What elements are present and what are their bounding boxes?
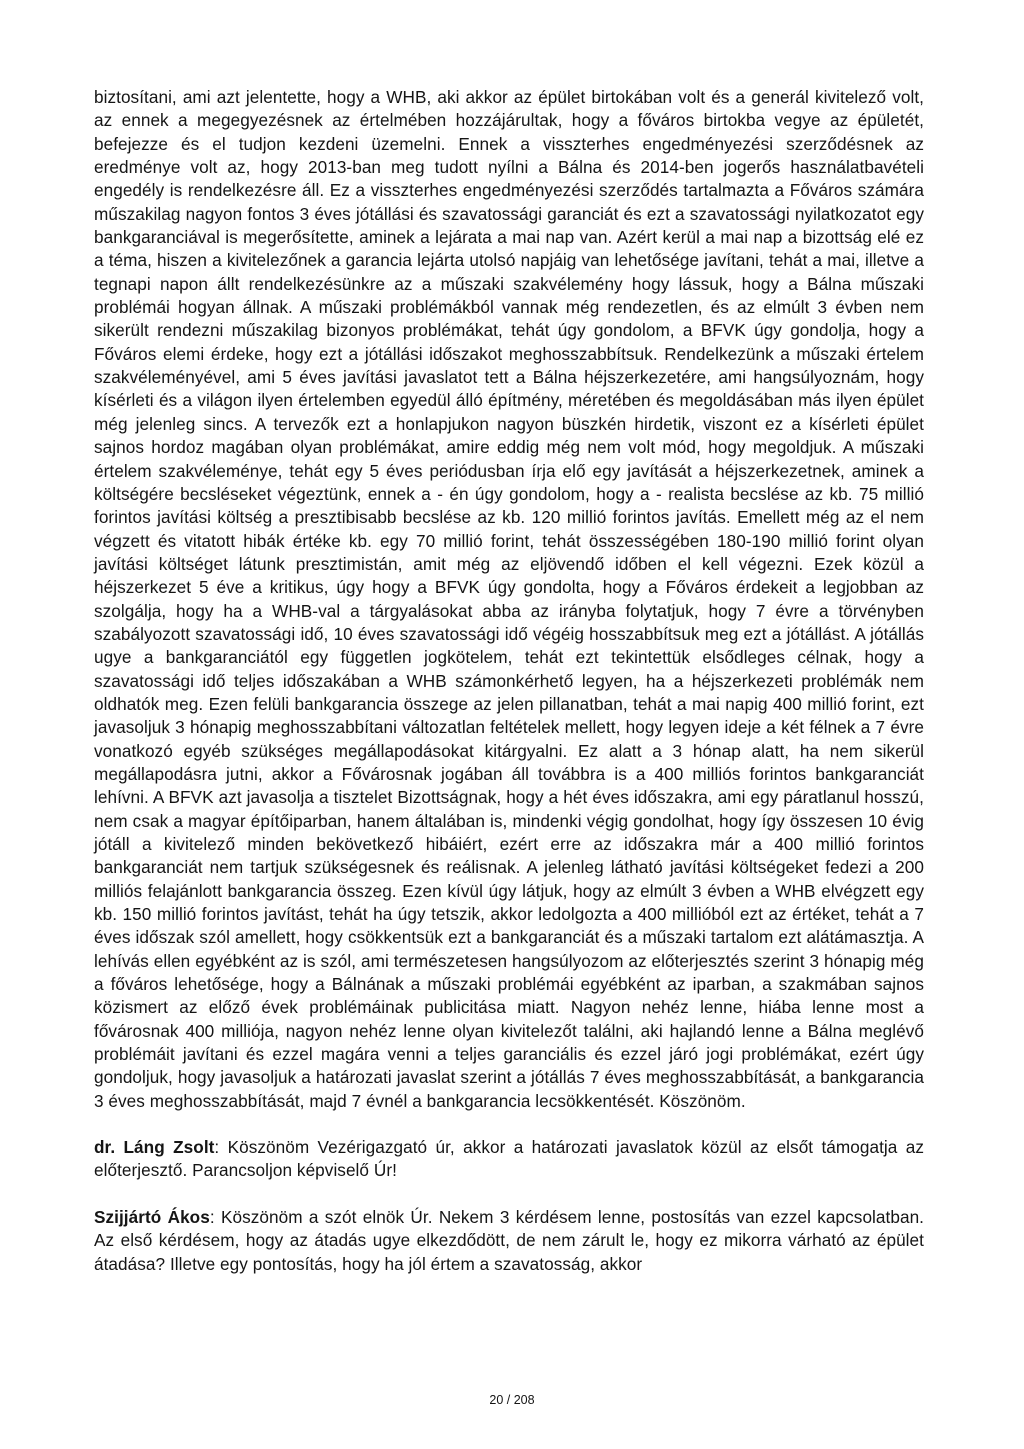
speaker-name: dr. Láng Zsolt [94, 1137, 215, 1158]
paragraph-text: biztosítani, ami azt jelentette, hogy a WHB, aki akkor az épület birtokában volt és a generál kivitelező volt, az ennek a megegyezésnek az értelmében hozzájárultak, hogy a főváros birtokba vegye az épületét, befejezze és el tudjon kezdeni üzemelni. Ennek a visszterhes engedményezési szerződésnek az eredménye volt az, hogy 2013-ban meg tudott nyílni a Bálna és 2014-ben jogerős használatbavételi engedély is rendelkezésre áll. Ez a visszterhes engedményezési szerződés tartalmazta a Főváros számára műszakilag nagyon fontos 3 éves jótállási és szavatossági garanciát és ezt a szavatossági nyilatkozatot egy bankgaranciával is megerősítette, aminek a lejárata a mai nap van. Azért kerül a mai nap a bizottság elé ez a téma, hiszen a kivitelezőnek a garancia lejárta utolsó napjáig van lehetősége javítani, tehát a mai, illetve a tegnapi napon állt rendelkezésünkre az a műszaki szakvélemény hogy lássuk, hogy a Bálna műszaki problémái hogyan állnak. A műszaki problémákból vannak még rendezetlen, és az elmúlt 3 évben nem sikerült rendezni műszakilag bizonyos problémákat, tehát úgy gondolom, a BFVK úgy gondolja, hogy a Főváros elemi érdeke, hogy ezt a jótállási időszakot meghosszabbítsuk. Rendelkezünk a műszaki értelem szakvéleményével, ami 5 éves javítási javaslatot tett a Bálna héjszerkezetére, ami hangsúlyoznám, hogy kísérleti és a világon ilyen értelemben egyedül álló építmény, méretében és megoldásában más ilyen épület még jelenleg sincs. A tervezők ezt a honlapjukon nagyon büszkén hirdetik, viszont ez a kísérleti épület sajnos hordoz magában olyan problémákat, amire eddig még nem volt mód, hogy megoldjuk. A műszaki értelem szakvéleménye, tehát egy 5 éves periódusban írja elő egy javítását a héjszerkezetnek, aminek a költségére becsléseket végeztünk, ennek a - én úgy gondolom, hogy a - realista becslése az kb. 75 millió forintos javítási költség a presztibisabb becslése az kb. 120 millió forintos javítás. Emellett még az el nem végzett és vitatott hibák értéke kb. egy 70 millió forint, tehát összességében 180-190 millió forint olyan javítási költséget látunk presztimistán, amit még az eljövendő időben el kell végezni. Ezek közül a héjszerkezet 5 éve a kritikus, úgy hogy a BFVK úgy gondolta, hogy a Főváros érdekeit a legjobban az szolgálja, hogy ha a WHB-val a tárgyalásokat abba az irányba folytatjuk, hogy 7 évre a törvényben szabályozott szavatossági idő, 10 éves szavatossági idő végéig hosszabbítsuk meg ezt a jótállást. A jótállás ugye a bankgaranciától egy független jogkötelem, tehát ezt tekintettük elsődleges célnak, hogy a szavatossági idő teljes időszakában a WHB számonkérhető legyen, ha a héjszerkezeti problémák nem oldhatók meg. Ezen felüli bankgarancia összege az jelen pillanatban, tehát a mai napig 400 millió forint, ezt javasoljuk 3 hónapig meghosszabbítani változatlan feltételek mellett, hogy legyen ideje a két félnek a 7 évre vonatkozó egyéb szükséges megállapodásokat kitárgyalni. Ez alatt a 3 hónap alatt, ha nem sikerül megállapodásra jutni, akkor a Fővárosnak jogában áll továbbra is a 400 milliós forintos bankgaranciát lehívni. A BFVK azt javasolja a tisztelet Bizottságnak, hogy a hét éves időszakra, ami egy páratlanul hosszú, nem csak a magyar építőiparban, hanem általában is, mindenki végig gondolhat, hogy így összesen 10 évig jótáll a kivitelező minden bekövetkező hibáiért, ezért erre az időszakra már a 400 millió forintos bankgaranciát nem tartjuk szükségesnek és reálisnak. A jelenleg látható javítási költségeket fedezi a 200 milliós felajánlott bankgarancia összeg. Ezen kívül úgy látjuk, hogy az elmúlt 3 évben a WHB elvégzett egy kb. 150 millió forintos javítást, tehát ha úgy tetszik, akkor ledolgozta a 400 millióból ezt az értéket, tehát a 7 éves időszak szól amellett, hogy csökkentsük ezt a bankgaranciát és a műszaki tartalom ezt alátámasztja. A lehívás ellen egyébként az is szól, ami természetesen hangsúlyozom az előterjesztés szerint 3 hónapig még a főváros lehetősége, hogy a Bálnának a műszaki problémái egyébként az iparban, a szakmában sajnos közismert az előző évek problémáinak publicitása miatt. Nagyon nehéz lenne, hiába lenne most a fővárosnak 400 milliója, nagyon nehéz lenne olyan kivitelezőt találni, aki hajlandó lenne a Bálna meglévő problémáit javítani és ezzel magára venni a teljes garanciális és ezzel járó jogi problémákat, ezért úgy gondoljuk, hogy javasoljuk a határozati javaslat szerint a jótállás 7 éves meghosszabbítását, a bankgarancia 3 éves meghosszabbítását, majd 7 évnél a bankgarancia lecsökkentését. Köszönöm. [94, 87, 924, 1111]
page-number: 20 / 208 [489, 1393, 535, 1407]
speech-text: : Köszönöm a szót elnök Úr. Nekem 3 kérdésem lenne, postosítás van ezzel kapcsolatban. Az első kérdésem, hogy az átadás ugye elkezdődött, de nem zárult le, hogy ez mikorra várható az épület átadása? Illetve egy pontosítás, hogy ha jól értem a szavatosság, akkor [94, 1206, 925, 1274]
speech-szijjarto-akos [94, 1206, 924, 1276]
speech-lang-zsolt [94, 1136, 924, 1183]
document-body [94, 86, 924, 1276]
speaker-name: Szijjártó Ákos [94, 1206, 210, 1227]
paragraph-continued [94, 86, 924, 1113]
speech-text: : Köszönöm Vezérigazgató úr, akkor a határozati javaslatok közül az elsőt támogatja az előterjesztő. Parancsoljon képviselő Úr! [94, 1137, 924, 1181]
